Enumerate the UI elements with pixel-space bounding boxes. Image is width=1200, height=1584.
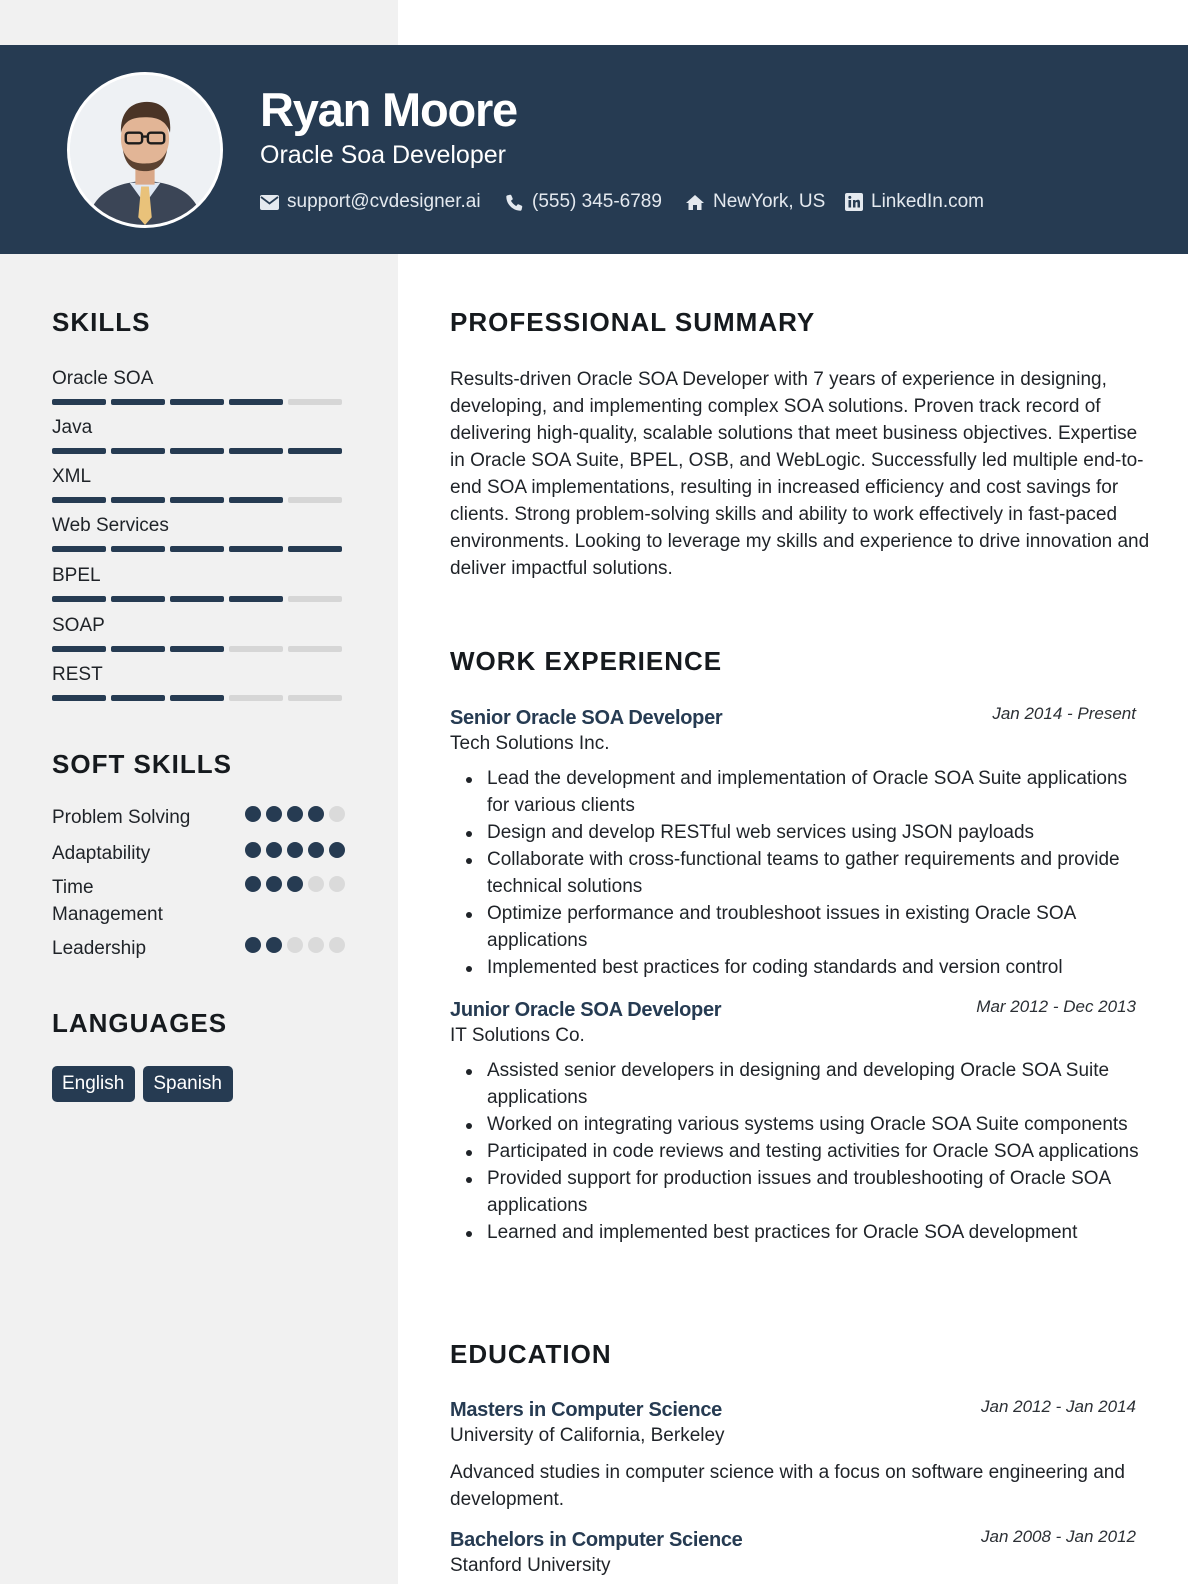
soft-skill-rating	[245, 937, 345, 953]
rating-dot-filled	[245, 842, 261, 858]
soft-skill-item	[52, 804, 344, 831]
language-badge: English	[52, 1066, 135, 1102]
rating-dot-empty	[308, 876, 324, 892]
degree-title: Masters in Computer Science	[450, 1399, 722, 1421]
skill-segment-filled	[52, 497, 106, 503]
skill-item	[52, 514, 344, 552]
skill-label: Java	[52, 417, 93, 438]
skill-level-bar	[52, 596, 344, 602]
skills-heading: SKILLS	[52, 307, 151, 337]
skill-segment-filled	[52, 546, 106, 552]
contact-linkedin-text: LinkedIn.com	[871, 191, 985, 212]
skill-item	[52, 614, 344, 652]
rating-dot-empty	[329, 806, 345, 822]
rating-dot-filled	[287, 842, 303, 858]
languages-heading: LANGUAGES	[52, 1008, 228, 1038]
soft-skills-heading: SOFT SKILLS	[52, 749, 232, 779]
skill-segment-filled	[111, 546, 165, 552]
skill-label: Web Services	[52, 515, 169, 536]
skill-segment-filled	[111, 596, 165, 602]
skill-item	[52, 367, 344, 405]
skill-item	[52, 416, 344, 454]
candidate-name: Ryan Moore	[260, 83, 517, 136]
rating-dot-filled	[266, 806, 282, 822]
contact-location-text: NewYork, US	[713, 191, 826, 212]
skill-segment-filled	[111, 448, 165, 454]
skill-label: Oracle SOA	[52, 368, 154, 389]
skill-item	[52, 564, 344, 602]
linkedin-icon	[845, 193, 863, 211]
skill-item	[52, 465, 344, 503]
skill-segment-filled	[288, 448, 342, 454]
responsibility-item: Participated in code reviews and testing activities for Oracle SOA applications	[468, 1138, 1148, 1165]
degree-title: Bachelors in Computer Science	[450, 1529, 743, 1551]
skill-segment-empty	[288, 695, 342, 701]
skill-segment-filled	[170, 646, 224, 652]
contact-email[interactable]	[260, 188, 481, 216]
rating-dot-filled	[287, 876, 303, 892]
skill-segment-filled	[52, 399, 106, 405]
soft-skill-label: Leadership	[52, 938, 147, 959]
rating-dot-filled	[287, 806, 303, 822]
envelope-icon	[260, 195, 279, 210]
profile-photo	[67, 72, 223, 228]
responsibility-item: Provided support for production issues and troubleshooting of Oracle SOA applications	[468, 1165, 1148, 1219]
home-icon	[685, 194, 705, 211]
contact-phone-text: (555) 345-6789	[532, 191, 662, 212]
skill-segment-filled	[170, 695, 224, 701]
skill-segment-empty	[288, 596, 342, 602]
rating-dot-filled	[245, 806, 261, 822]
skill-level-bar	[52, 646, 344, 652]
school-name: Stanford University	[450, 1555, 611, 1576]
soft-skill-rating	[245, 806, 345, 822]
school-name: University of California, Berkeley	[450, 1425, 725, 1446]
skill-segment-filled	[229, 546, 283, 552]
skill-item	[52, 663, 344, 701]
rating-dot-filled	[245, 937, 261, 953]
rating-dot-filled	[308, 806, 324, 822]
skill-level-bar	[52, 399, 344, 405]
job-company: Tech Solutions Inc.	[450, 733, 610, 754]
skill-segment-empty	[288, 646, 342, 652]
rating-dot-empty	[329, 876, 345, 892]
responsibility-item: Learned and implemented best practices for Oracle SOA development	[468, 1219, 1148, 1246]
responsibility-item: Optimize performance and troubleshoot issues in existing Oracle SOA applications	[468, 900, 1148, 954]
skill-segment-filled	[111, 399, 165, 405]
skill-segment-filled	[170, 497, 224, 503]
contact-email-text: support@cvdesigner.ai	[287, 191, 481, 212]
contact-location[interactable]	[685, 188, 825, 216]
skill-segment-filled	[170, 399, 224, 405]
rating-dot-filled	[245, 876, 261, 892]
skill-segment-empty	[288, 497, 342, 503]
job-company: IT Solutions Co.	[450, 1025, 585, 1046]
rating-dot-filled	[308, 842, 324, 858]
language-badge: Spanish	[143, 1066, 233, 1102]
candidate-title: Oracle Soa Developer	[260, 141, 506, 169]
skill-segment-filled	[111, 497, 165, 503]
profile-photo-illustration	[70, 75, 220, 225]
soft-skill-item	[52, 935, 344, 962]
job-title: Junior Oracle SOA Developer	[450, 999, 722, 1021]
skill-segment-filled	[288, 546, 342, 552]
skill-segment-filled	[170, 546, 224, 552]
skill-label: XML	[52, 466, 92, 487]
soft-skill-label: Time Management	[52, 877, 163, 925]
job-dates: Jan 2014 - Present	[992, 704, 1136, 723]
contact-linkedin[interactable]	[845, 188, 984, 216]
skill-segment-filled	[229, 448, 283, 454]
skill-segment-filled	[111, 646, 165, 652]
skill-label: SOAP	[52, 615, 105, 636]
soft-skill-label: Adaptability	[52, 843, 151, 864]
skill-segment-empty	[229, 695, 283, 701]
skill-label: BPEL	[52, 565, 101, 586]
skill-segment-filled	[111, 695, 165, 701]
skill-segment-filled	[229, 497, 283, 503]
skill-level-bar	[52, 497, 344, 503]
rating-dot-empty	[329, 937, 345, 953]
experience-heading: WORK EXPERIENCE	[450, 646, 723, 676]
soft-skill-item	[52, 874, 344, 928]
rating-dot-empty	[308, 937, 324, 953]
job-title: Senior Oracle SOA Developer	[450, 707, 723, 729]
education-heading: EDUCATION	[450, 1339, 612, 1369]
job-responsibilities	[468, 1057, 1148, 1246]
rating-dot-filled	[266, 937, 282, 953]
skill-level-bar	[52, 448, 344, 454]
skill-segment-empty	[288, 399, 342, 405]
skill-segment-empty	[229, 646, 283, 652]
skill-label: REST	[52, 664, 103, 685]
skill-segment-filled	[52, 596, 106, 602]
education-dates: Jan 2008 - Jan 2012	[980, 1527, 1136, 1546]
rating-dot-filled	[266, 876, 282, 892]
responsibility-item: Assisted senior developers in designing and developing Oracle SOA Suite applications	[468, 1057, 1148, 1111]
responsibility-item: Design and develop RESTful web services using JSON payloads	[468, 819, 1148, 846]
skill-segment-filled	[229, 596, 283, 602]
job-dates: Mar 2012 - Dec 2013	[976, 997, 1136, 1016]
rating-dot-filled	[266, 842, 282, 858]
skill-segment-filled	[52, 695, 106, 701]
responsibility-item: Lead the development and implementation of Oracle SOA Suite applications for various clients	[468, 765, 1148, 819]
languages-list	[52, 1066, 233, 1102]
skill-segment-filled	[170, 596, 224, 602]
summary-text: Results-driven Oracle SOA Developer with 7 years of experience in designing, developing, and implementing complex SOA solutions. Proven track record of delivering high-quality, scalable solutions that meet business objectives. Expertise in Oracle SOA Suite, BPEL, OSB, and WebLogic. Successfully led multiple end-to-end SOA implementations, resulting in increased efficiency and cost savings for clients. Strong problem-solving skills and ability to work effectively in fast-paced environments. Looking to leverage my skills and experience to drive innovation and deliver impactful solutions.	[450, 369, 1150, 579]
responsibility-item: Worked on integrating various systems using Oracle SOA Suite components	[468, 1111, 1148, 1138]
skill-level-bar	[52, 695, 344, 701]
skill-segment-filled	[229, 399, 283, 405]
rating-dot-filled	[329, 842, 345, 858]
education-dates: Jan 2012 - Jan 2014	[980, 1397, 1136, 1416]
rating-dot-empty	[287, 937, 303, 953]
responsibility-item: Implemented best practices for coding standards and version control	[468, 954, 1148, 981]
skill-segment-filled	[170, 448, 224, 454]
soft-skill-rating	[245, 876, 345, 892]
responsibility-item: Collaborate with cross-functional teams to gather requirements and provide technical solutions	[468, 846, 1148, 900]
education-description: Advanced studies in computer science with a focus on software engineering and development.	[450, 1462, 1125, 1510]
soft-skill-item	[52, 840, 344, 867]
job-responsibilities	[468, 765, 1148, 981]
phone-icon	[505, 193, 524, 212]
contact-phone[interactable]	[505, 188, 662, 216]
skill-segment-filled	[52, 448, 106, 454]
summary-heading: PROFESSIONAL SUMMARY	[450, 307, 816, 337]
soft-skill-rating	[245, 842, 345, 858]
skill-level-bar	[52, 546, 344, 552]
skill-segment-filled	[52, 646, 106, 652]
soft-skill-label: Problem Solving	[52, 807, 191, 828]
